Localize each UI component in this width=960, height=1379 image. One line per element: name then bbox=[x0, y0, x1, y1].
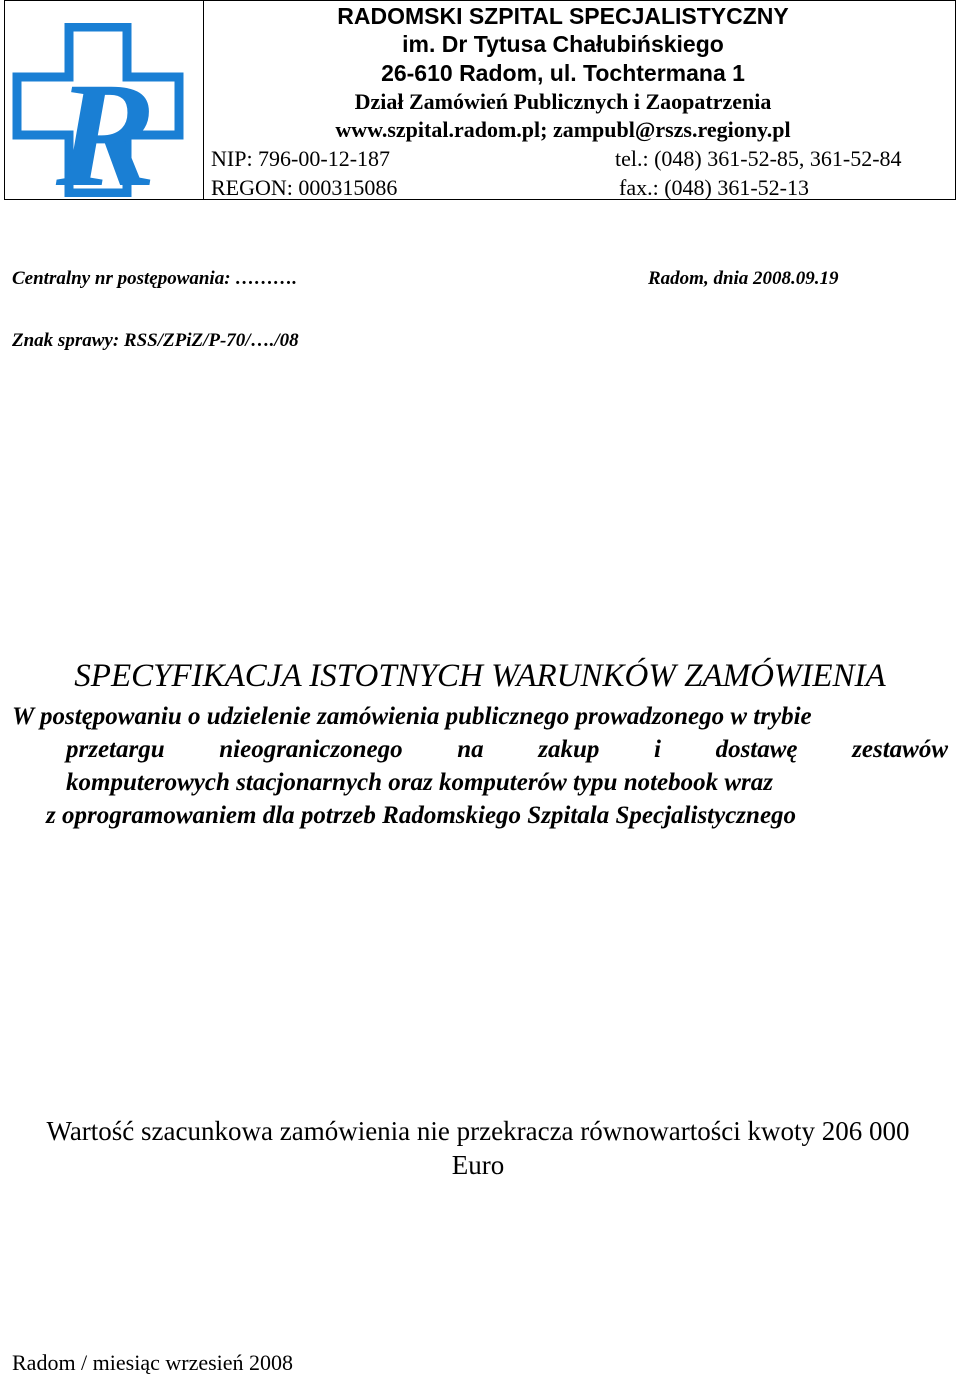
letterhead-info bbox=[203, 1, 955, 199]
place-and-date: Radom, dnia 2008.09.19 bbox=[648, 268, 839, 289]
case-reference: Znak sprawy: RSS/ZPiZ/P-70/…./08 bbox=[12, 330, 299, 351]
department-name: Dział Zamówień Publicznych i Zaopatrzenia bbox=[354, 89, 772, 114]
fax-number: fax.: (048) 361-52-13 bbox=[619, 175, 810, 200]
subtitle-line: przetargu nieograniczonego na zakup i dostawę zestawów bbox=[66, 736, 948, 763]
logo-cell bbox=[5, 1, 204, 199]
hospital-address: 26-610 Radom, ul. Tochtermana 1 bbox=[381, 60, 745, 86]
regon-number: REGON: 000315086 bbox=[211, 175, 398, 200]
estimated-value-statement bbox=[0, 1114, 956, 1182]
hospital-patron: im. Dr Tytusa Chałubińskiego bbox=[402, 31, 724, 57]
subtitle-line: z oprogramowaniem dla potrzeb Radomskiego Szpitala Specjalistycznego bbox=[46, 802, 797, 829]
nip-number: NIP: 796-00-12-187 bbox=[211, 146, 391, 171]
estimated-value-currency: Euro bbox=[451, 1150, 505, 1180]
web-and-email: www.szpital.radom.pl; zampubl@rszs.regiony.pl bbox=[335, 117, 791, 142]
document-subtitle bbox=[12, 700, 948, 832]
letterhead bbox=[4, 0, 956, 200]
estimated-value-line: Wartość szacunkowa zamówienia nie przekracza równowartości kwoty 206 000 bbox=[46, 1116, 910, 1146]
subtitle-line: W postępowaniu o udzielenie zamówienia publicznego prowadzonego w trybie bbox=[12, 703, 812, 730]
document-title: SPECYFIKACJA ISTOTNYCH WARUNKÓW ZAMÓWIENIA bbox=[74, 658, 886, 694]
telephone-numbers: tel.: (048) 361-52-85, 361-52-84 bbox=[615, 146, 902, 171]
subtitle-line: komputerowych stacjonarnych oraz komputerów typu notebook wraz bbox=[66, 769, 774, 796]
footer-place-month: Radom / miesiąc wrzesień 2008 bbox=[12, 1350, 294, 1375]
hospital-logo-icon bbox=[11, 23, 185, 197]
logo-letter: R bbox=[55, 52, 157, 197]
hospital-name: RADOMSKI SZPITAL SPECJALISTYCZNY bbox=[337, 3, 789, 29]
central-procedure-number: Centralny nr postępowania: ………. bbox=[12, 268, 298, 289]
